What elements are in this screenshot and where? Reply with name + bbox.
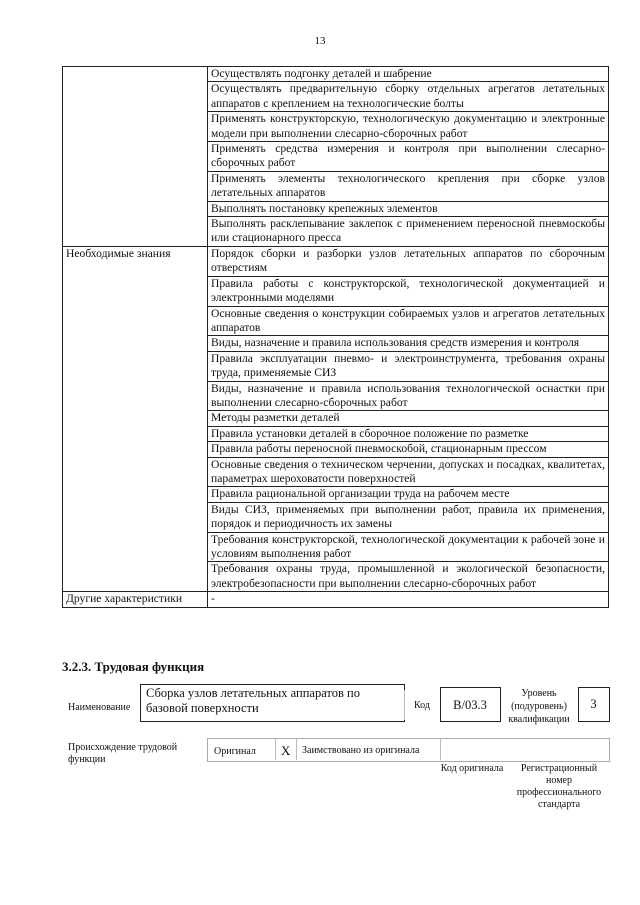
table-cell: Осуществлять предварительную сборку отдельных агрегатов летательных аппаратов с креплением на технологические болты (208, 82, 609, 112)
table-cell: Выполнять постановку крепежных элементов (208, 201, 609, 216)
table-cell: Осуществлять подгонку деталей и шабрение (208, 67, 609, 82)
table-cell: Применять элементы технологического крепления при сборке узлов летательных аппаратов (208, 171, 609, 201)
row-label (63, 67, 208, 247)
table-row (63, 67, 609, 82)
table-cell: Основные сведения о конструкции собираемых узлов и агрегатов летательных аппаратов (208, 306, 609, 336)
table-cell: Основные сведения о техническом черчении, допусках и посадках, квалитетах, параметрах шероховатости поверхностей (208, 457, 609, 487)
table-cell: Выполнять расклепывание заклепок с применением переносной пневмоскобы или стационарного пресса (208, 217, 609, 247)
level-label: Уровень (подуровень) квалификации (508, 688, 570, 725)
table-row (63, 246, 609, 276)
borrowed-label: Заимствовано из оригинала (302, 745, 420, 756)
table-cell: Правила работы переносной пневмоскобой, стационарным прессом (208, 442, 609, 457)
code-value: В/03.3 (453, 698, 487, 712)
skills-knowledge-table (62, 66, 609, 608)
table-cell: Правила рациональной организации труда на рабочем месте (208, 487, 609, 502)
function-name: Сборка узлов летательных аппаратов по базовой поверхности (146, 686, 360, 715)
original-mark: X (281, 743, 291, 758)
table-cell: Применять средства измерения и контроля при выполнении слесарно-сборочных работ (208, 142, 609, 172)
table-cell: Правила эксплуатации пневмо- и электроинструмента, требования охраны труда, применяемые СИЗ (208, 351, 609, 381)
original-label: Оригинал (214, 746, 256, 757)
reg-number-label: Регистрационный номер профессионального стандарта (516, 763, 602, 810)
table-cell: Виды, назначение и правила использования средств измерения и контроля (208, 336, 609, 351)
table-row (63, 592, 609, 607)
table-cell: Правила работы с конструкторской, технологической документацией и электронными моделями (208, 276, 609, 306)
table-cell: Требования конструкторской, технологической документации к рабочей зоне и условиям выполнения работ (208, 532, 609, 562)
code-original-label: Код оригинала (440, 763, 504, 774)
table-cell: Виды, назначение и правила использования технологической оснастки при выполнении слесарно-сборочных работ (208, 381, 609, 411)
origin-label: Происхождение трудовой функции (68, 742, 178, 765)
table-cell: Применять конструкторскую, технологическую документацию и электронные модели при выполнении слесарно-сборочных работ (208, 112, 609, 142)
table-cell: - (208, 592, 609, 607)
table-cell: Порядок сборки и разборки узлов летательных аппаратов по сборочным отверстиям (208, 246, 609, 276)
name-label: Наименование (68, 702, 131, 713)
table-cell: Требования охраны труда, промышленной и экологической безопасности, электробезопасности при выполнении слесарно-сборочных работ (208, 562, 609, 592)
code-label: Код (414, 700, 430, 711)
row-label: Другие характеристики (63, 592, 208, 607)
row-label: Необходимые знания (63, 246, 208, 591)
page-number: 13 (314, 35, 326, 47)
table-cell: Виды СИЗ, применяемых при выполнении работ, правила их применения, порядок и периодичность их замены (208, 502, 609, 532)
table-cell: Методы разметки деталей (208, 411, 609, 426)
level-value: 3 (590, 697, 597, 711)
table-cell: Правила установки деталей в сборочное положение по разметке (208, 426, 609, 441)
section-title: 3.2.3. Трудовая функция (62, 659, 205, 674)
